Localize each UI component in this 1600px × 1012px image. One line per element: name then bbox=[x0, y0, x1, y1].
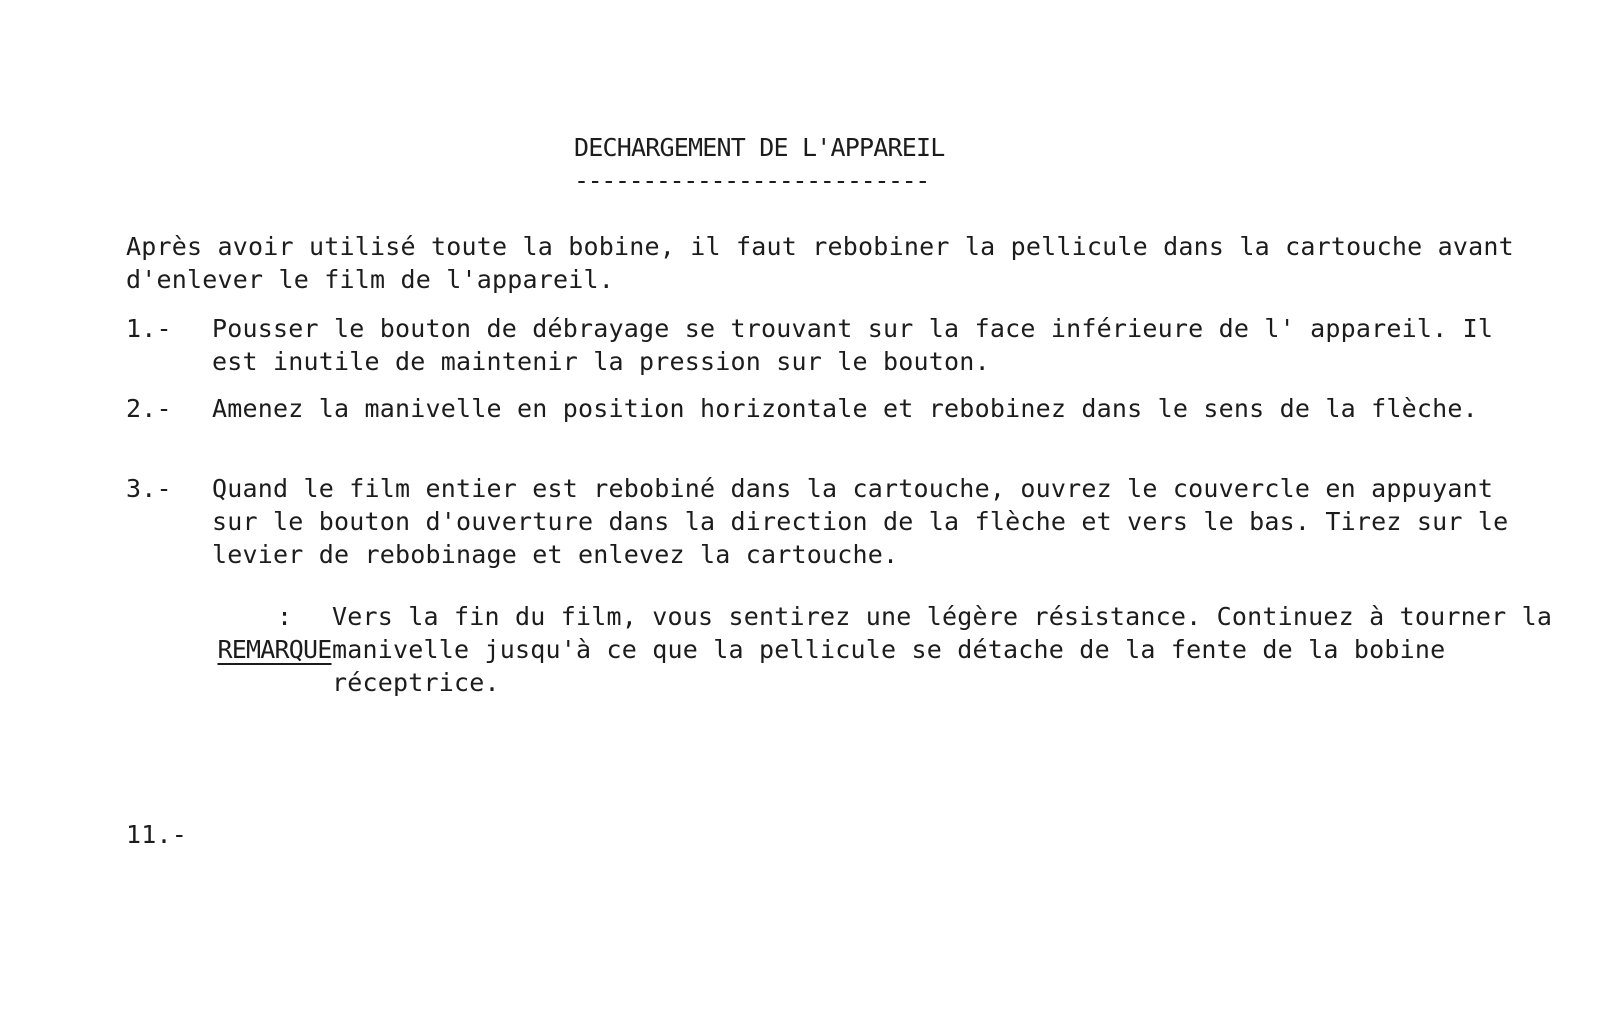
step-text: Quand le film entier est rebobiné dans la cartouche, ouvrez le couvercle en appuyant sur le bouton d'ouverture dans la direction de la flèche et vers le bas. Tirez sur le levier de rebobinage et enlevez la cartouche. bbox=[212, 474, 1524, 569]
step-number: 3.- bbox=[126, 474, 172, 503]
step-text: Pousser le bouton de débrayage se trouvant sur la face inférieure de l' appareil. Il est inutile de maintenir la pression sur le bouton. bbox=[212, 314, 1509, 376]
intro-paragraph: Après avoir utilisé toute la bobine, il faut rebobiner la pellicule dans la cartouche avant d'enlever le film de l'appareil. bbox=[126, 232, 1530, 294]
remark-label-text: REMARQUE bbox=[217, 635, 332, 664]
remark-separator: : bbox=[277, 602, 293, 631]
remark-label bbox=[126, 600, 332, 699]
title-underline-rule: -------------------------- bbox=[574, 166, 929, 195]
document-title: DECHARGEMENT DE L'APPAREIL bbox=[574, 133, 945, 162]
step-number: 2.- bbox=[126, 394, 172, 423]
step-number: 1.- bbox=[126, 314, 172, 343]
step-text: Amenez la manivelle en position horizontale et rebobinez dans le sens de la flèche. bbox=[212, 394, 1478, 423]
page-number: 11.- bbox=[126, 820, 188, 849]
remark-text: Vers la fin du film, vous sentirez une légère résistance. Continuez à tourner la manivelle jusqu'à ce que la pellicule se détache de la fente de la bobine réceptrice. bbox=[332, 602, 1568, 697]
step-item-3 bbox=[126, 472, 1546, 604]
remark-block bbox=[126, 600, 1566, 765]
